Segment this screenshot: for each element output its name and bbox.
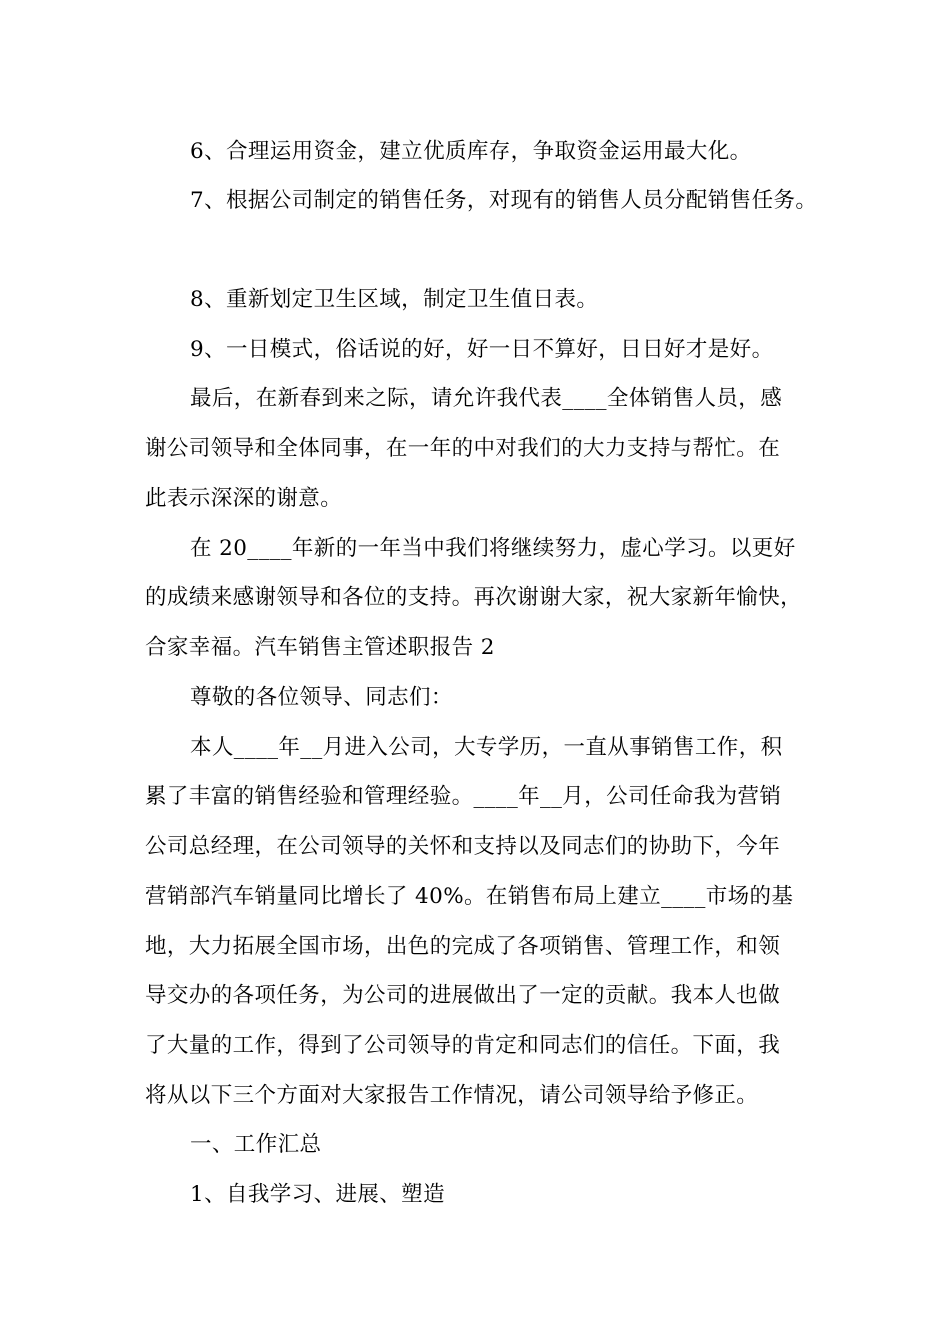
list-item-8: 8、重新划定卫生区域，制定卫生值日表。 <box>190 287 599 312</box>
list-item-9: 9、一日模式，俗话说的好，好一日不算好，日日好才是好。 <box>190 337 774 362</box>
paragraph-line: 营销部汽车销量同比增长了 40%。在销售布局上建立____市场的基 <box>145 884 794 909</box>
paragraph-line: 了大量的工作，得到了公司领导的肯定和同志们的信任。下面，我 <box>145 1033 781 1058</box>
paragraph-line: 公司总经理，在公司领导的关怀和支持以及同志们的协助下，今年 <box>145 834 781 859</box>
paragraph-line: 合家幸福。汽车销售主管述职报告 2 <box>145 635 495 660</box>
paragraph-line: 谢公司领导和全体同事，在一年的中对我们的大力支持与帮忙。在 <box>145 436 781 461</box>
paragraph-line: 导交办的各项任务，为公司的进展做出了一定的贡献。我本人也做 <box>145 983 781 1008</box>
paragraph-line: 此表示深深的谢意。 <box>145 486 343 511</box>
paragraph-line: 地，大力拓展全国市场，出色的完成了各项销售、管理工作，和领 <box>145 934 781 959</box>
paragraph-line: 在 20____年新的一年当中我们将继续努力，虚心学习。以更好 <box>190 536 796 561</box>
section-heading: 一、工作汇总 <box>190 1132 322 1157</box>
list-item-6: 6、合理运用资金，建立优质库存，争取资金运用最大化。 <box>190 139 752 164</box>
salutation: 尊敬的各位领导、同志们： <box>190 685 453 710</box>
list-item-7: 7、根据公司制定的销售任务，对现有的销售人员分配销售任务。 <box>190 188 818 213</box>
paragraph-line: 最后，在新春到来之际，请允许我代表____全体销售人员，感 <box>190 386 783 411</box>
subsection-heading: 1、自我学习、进展、塑造 <box>190 1182 445 1207</box>
paragraph-line: 累了丰富的销售经验和管理经验。____年__月，公司任命我为营销 <box>145 784 782 809</box>
paragraph-line: 本人____年__月进入公司，大专学历，一直从事销售工作，积 <box>190 735 783 760</box>
paragraph-line: 将从以下三个方面对大家报告工作情况，请公司领导给予修正。 <box>145 1083 759 1108</box>
paragraph-line: 的成绩来感谢领导和各位的支持。再次谢谢大家，祝大家新年愉快， <box>145 585 803 610</box>
